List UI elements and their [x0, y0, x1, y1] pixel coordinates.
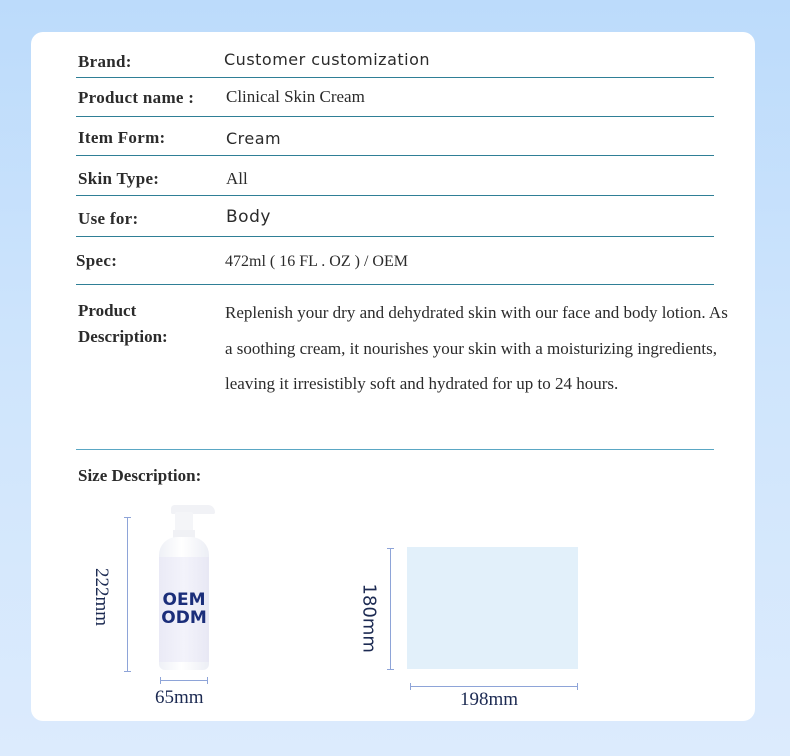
box-height-dimension-line — [390, 548, 391, 670]
spec-label: Spec: — [76, 251, 118, 270]
description-label-line1: Product — [78, 301, 137, 320]
bottle-width-text: 65mm — [155, 687, 204, 708]
brand-label: Brand: — [78, 52, 132, 71]
description-label-line2: Description: — [78, 327, 168, 346]
description-label — [78, 298, 168, 350]
item-form-value: Cream — [226, 129, 282, 148]
spec-row-product-name — [76, 78, 714, 117]
bottle-pump-stem — [175, 512, 193, 532]
use-for-label: Use for: — [78, 209, 139, 228]
use-for-value: Body — [226, 207, 271, 227]
spec-row-spec — [76, 237, 714, 285]
bottle-oem-text: OEM — [162, 590, 206, 610]
product-name-label: Product name : — [78, 88, 195, 107]
bottle-height-text: 222mm — [91, 568, 112, 627]
box-height-text: 180mm — [358, 583, 380, 653]
description-text: Replenish your dry and dehydrated skin with our face and body lotion. As a soothing cream, it nourishes your skin with a moisturizing ingredients, leaving it irresistibly soft and hydrated for up to 24 hours. — [225, 303, 728, 393]
brand-value: Customer customization — [224, 50, 431, 69]
product-spec-card — [31, 32, 755, 721]
product-name-value: Clinical Skin Cream — [226, 87, 365, 106]
item-form-label: Item Form: — [78, 128, 166, 147]
spec-row-item-form — [76, 117, 714, 156]
spec-row-use-for — [76, 196, 714, 237]
skin-type-label: Skin Type: — [78, 169, 160, 188]
divider — [76, 449, 714, 450]
skin-type-value: All — [226, 169, 248, 188]
box-shape — [407, 547, 578, 669]
spec-row-brand — [76, 50, 714, 78]
box-width-dimension-line — [410, 686, 578, 687]
spec-row-skin-type — [76, 156, 714, 196]
spec-value: 472ml ( 16 FL . OZ ) / OEM — [225, 253, 408, 270]
size-description-label: Size Description: — [78, 466, 202, 485]
bottle-width-dimension-line — [160, 680, 208, 681]
box-width-text: 198mm — [460, 689, 519, 710]
bottle-height-dimension-line — [127, 517, 128, 672]
bottle-odm-text: ODM — [161, 608, 207, 628]
